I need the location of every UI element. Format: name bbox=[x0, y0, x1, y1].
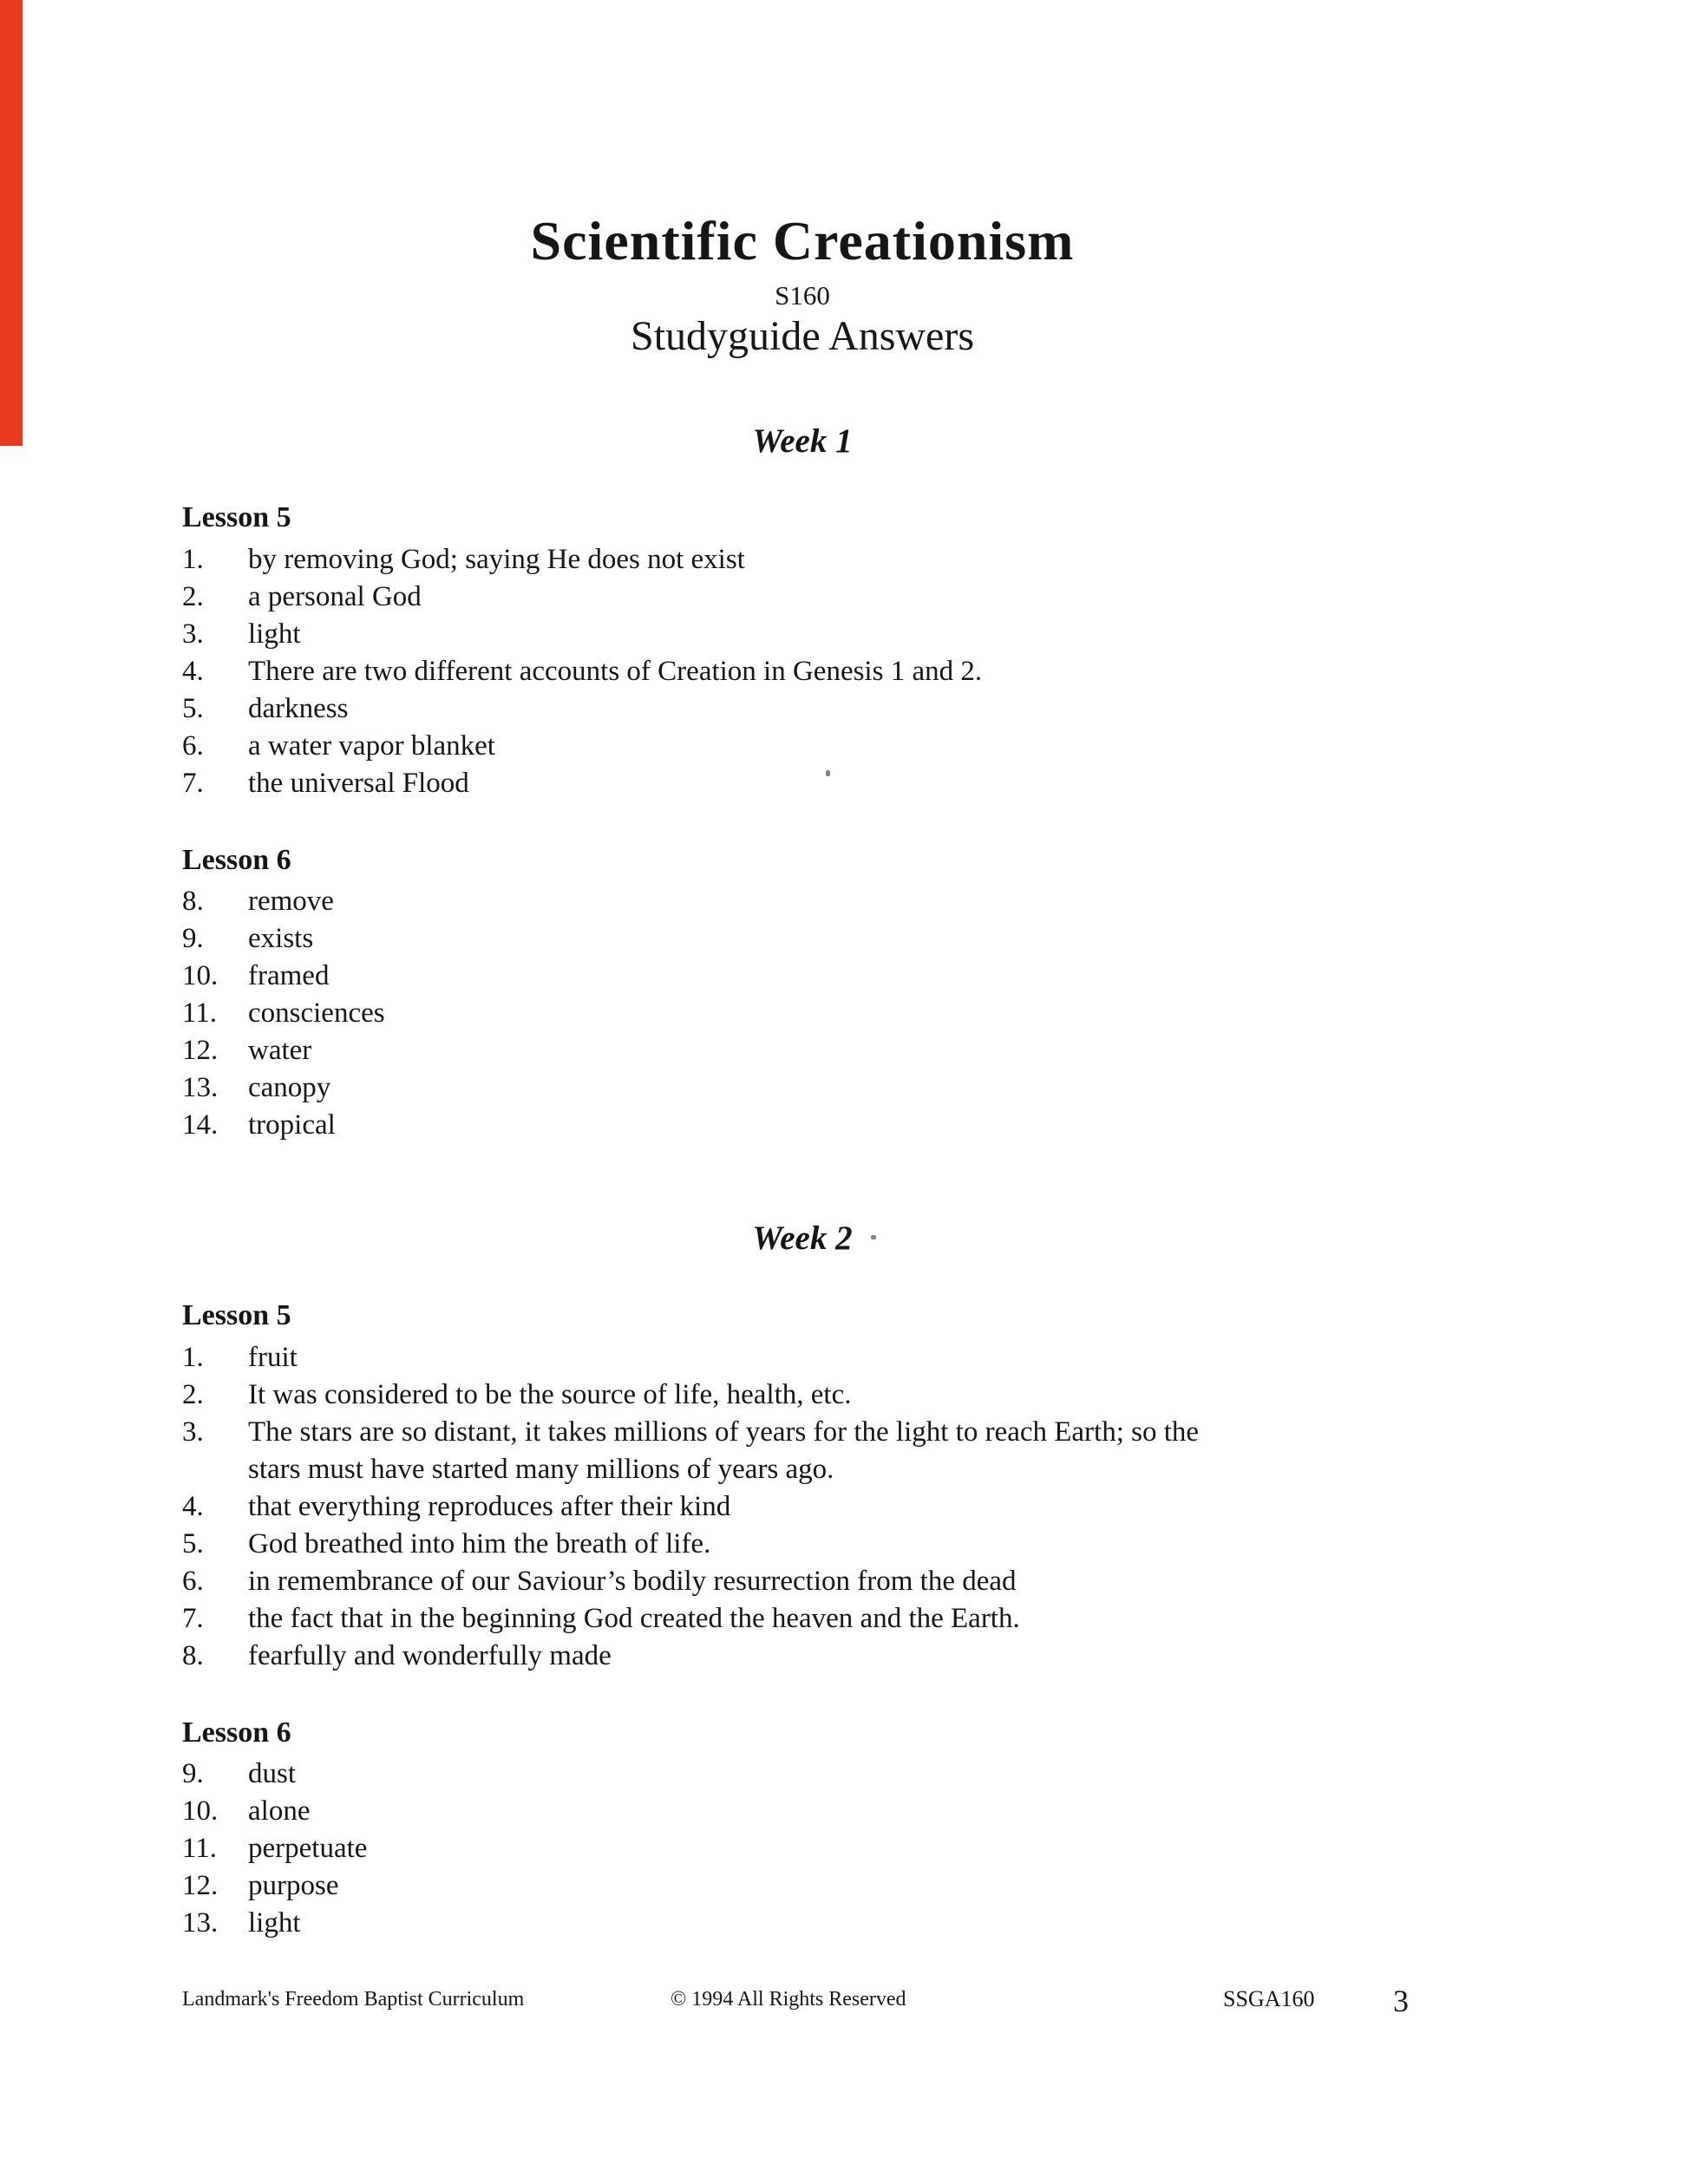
answer-item bbox=[182, 1107, 1423, 1144]
answer-text-line: purpose bbox=[248, 1869, 339, 1901]
lesson-heading: Lesson 6 bbox=[182, 1716, 291, 1749]
lesson-heading: Lesson 6 bbox=[182, 843, 291, 876]
week-section bbox=[182, 1220, 1423, 1942]
answer-text bbox=[248, 920, 313, 958]
answer-number: 8. bbox=[182, 886, 204, 918]
page-footer bbox=[182, 1983, 1466, 2026]
answer-number: 13. bbox=[182, 1072, 219, 1104]
answer-text-line: light bbox=[248, 618, 301, 650]
answer-item bbox=[182, 995, 1423, 1032]
answer-text-line: exists bbox=[248, 923, 314, 955]
answer-text bbox=[248, 883, 334, 920]
answer-text-line: It was considered to be the source of life, health, etc. bbox=[248, 1378, 852, 1410]
answer-item bbox=[182, 1414, 1423, 1488]
answer-text-line: There are two different accounts of Creation in Genesis 1 and 2. bbox=[248, 655, 983, 687]
answer-text bbox=[248, 1830, 367, 1867]
lesson-heading: Lesson 5 bbox=[182, 1299, 291, 1332]
answer-item bbox=[182, 1756, 1423, 1793]
answer-number: 6. bbox=[182, 729, 204, 762]
answer-text bbox=[248, 616, 301, 653]
answer-item bbox=[182, 1032, 1423, 1069]
answer-item bbox=[182, 1376, 1423, 1414]
answer-number: 10. bbox=[182, 960, 219, 992]
answer-text-line: fearfully and wonderfully made bbox=[248, 1639, 612, 1671]
answer-text bbox=[248, 579, 422, 616]
answer-item bbox=[182, 920, 1423, 958]
answer-text bbox=[248, 1488, 730, 1526]
answer-number: 4. bbox=[182, 655, 204, 687]
answer-text-line: in remembrance of our Saviour’s bodily resurrection from the dead bbox=[248, 1565, 1017, 1597]
footer-page-number: 3 bbox=[1393, 1984, 1409, 2018]
answer-number: 11. bbox=[182, 1832, 218, 1864]
answer-number: 14. bbox=[182, 1109, 219, 1141]
answer-text-line: fruit bbox=[248, 1341, 298, 1373]
answer-item bbox=[182, 958, 1423, 995]
answer-text bbox=[248, 1905, 301, 1942]
answer-item bbox=[182, 1069, 1423, 1107]
answer-text bbox=[248, 690, 348, 728]
answer-number: 2. bbox=[182, 580, 204, 612]
page-title: Scientific Creationism bbox=[530, 210, 1075, 271]
answer-text-line: a water vapor blanket bbox=[248, 729, 495, 762]
answer-text bbox=[248, 1638, 612, 1675]
answer-number: 5. bbox=[182, 692, 204, 724]
answer-number: 7. bbox=[182, 767, 204, 799]
answer-text-line: framed bbox=[248, 960, 330, 992]
answer-item bbox=[182, 690, 1423, 728]
answer-text-line: perpetuate bbox=[248, 1832, 368, 1864]
answer-item bbox=[182, 765, 1423, 802]
answer-number: 12. bbox=[182, 1869, 219, 1901]
answer-number: 1. bbox=[182, 543, 204, 575]
answer-text-line: a personal God bbox=[248, 580, 422, 612]
answer-item bbox=[182, 1638, 1423, 1675]
answer-number: 1. bbox=[182, 1341, 204, 1373]
answer-number: 6. bbox=[182, 1565, 204, 1597]
answer-item bbox=[182, 1339, 1423, 1376]
answer-number: 3. bbox=[182, 1416, 204, 1448]
answer-item bbox=[182, 1600, 1423, 1638]
scan-speck bbox=[871, 1235, 876, 1239]
footer-copyright: © 1994 All Rights Reserved bbox=[671, 1988, 906, 2011]
answer-item bbox=[182, 1488, 1423, 1526]
answer-text bbox=[248, 995, 385, 1032]
answer-text bbox=[248, 1756, 296, 1793]
answer-text bbox=[248, 1107, 336, 1144]
answer-item bbox=[182, 1830, 1423, 1867]
answer-item bbox=[182, 541, 1423, 579]
answer-text bbox=[248, 1563, 1017, 1600]
answer-number: 11. bbox=[182, 997, 218, 1030]
answer-text-line: God breathed into him the breath of life. bbox=[248, 1527, 711, 1560]
page-subtitle: Studyguide Answers bbox=[631, 313, 974, 360]
answers-body bbox=[182, 423, 1423, 1942]
answer-text-line: canopy bbox=[248, 1072, 331, 1104]
week-section bbox=[182, 423, 1423, 1145]
answer-text bbox=[248, 1867, 338, 1905]
answer-item bbox=[182, 1867, 1423, 1905]
course-code: S160 bbox=[775, 280, 830, 311]
scan-speck bbox=[826, 770, 830, 776]
answer-text-line: by removing God; saying He does not exist bbox=[248, 543, 745, 575]
answer-number: 7. bbox=[182, 1602, 204, 1634]
answer-item bbox=[182, 1563, 1423, 1600]
answer-item bbox=[182, 653, 1423, 690]
answer-item bbox=[182, 616, 1423, 653]
answer-text bbox=[248, 728, 495, 765]
answer-text-line: The stars are so distant, it takes millions of years for the light to reach Earth; so the bbox=[248, 1416, 1200, 1448]
lesson-heading: Lesson 5 bbox=[182, 501, 291, 534]
answer-text-line: consciences bbox=[248, 997, 385, 1030]
answer-item bbox=[182, 1793, 1423, 1830]
footer-publisher: Landmark's Freedom Baptist Curriculum bbox=[182, 1988, 525, 2011]
answer-text-line: darkness bbox=[248, 692, 349, 724]
answer-text bbox=[248, 958, 329, 995]
answer-text bbox=[248, 765, 469, 802]
answer-item bbox=[182, 883, 1423, 920]
footer-doc-code: SSGA160 bbox=[1223, 1986, 1315, 2011]
answer-text bbox=[248, 653, 982, 690]
answer-number: 13. bbox=[182, 1906, 219, 1939]
answer-text-line: water bbox=[248, 1035, 312, 1067]
answer-text-line: the fact that in the beginning God created the heaven and the Earth. bbox=[248, 1602, 1020, 1634]
answer-number: 9. bbox=[182, 923, 204, 955]
answer-number: 8. bbox=[182, 1639, 204, 1671]
answer-text-line: remove bbox=[248, 886, 334, 918]
answer-number: 10. bbox=[182, 1795, 219, 1827]
answer-number: 4. bbox=[182, 1490, 204, 1522]
answer-item bbox=[182, 579, 1423, 616]
answer-number: 5. bbox=[182, 1527, 204, 1560]
answer-item bbox=[182, 1526, 1423, 1563]
answer-number: 2. bbox=[182, 1378, 204, 1410]
answer-text bbox=[248, 541, 745, 579]
week-heading: Week 1 bbox=[752, 422, 853, 460]
answer-text bbox=[248, 1793, 310, 1830]
answer-text-line: that everything reproduces after their kind bbox=[248, 1490, 731, 1522]
answer-number: 12. bbox=[182, 1035, 219, 1067]
answer-text-line: dust bbox=[248, 1757, 297, 1789]
answer-text bbox=[248, 1339, 298, 1376]
answer-text bbox=[248, 1414, 1199, 1488]
left-margin-stripe bbox=[0, 0, 23, 446]
answer-text-line: tropical bbox=[248, 1109, 336, 1141]
answer-text bbox=[248, 1069, 330, 1107]
answer-text bbox=[248, 1526, 710, 1563]
week-heading: Week 2 bbox=[752, 1220, 853, 1258]
answer-text-line: the universal Flood bbox=[248, 767, 469, 799]
answer-text bbox=[248, 1376, 851, 1414]
answer-item bbox=[182, 1905, 1423, 1942]
answer-text bbox=[248, 1600, 1020, 1638]
document-page bbox=[182, 0, 1423, 1942]
answer-number: 3. bbox=[182, 618, 204, 650]
answer-item bbox=[182, 728, 1423, 765]
answer-text-line: stars must have started many millions of years ago. bbox=[248, 1453, 834, 1485]
answer-text-line: alone bbox=[248, 1795, 311, 1827]
answer-text bbox=[248, 1032, 311, 1069]
answer-number: 9. bbox=[182, 1757, 204, 1789]
answer-text-line: light bbox=[248, 1906, 301, 1939]
